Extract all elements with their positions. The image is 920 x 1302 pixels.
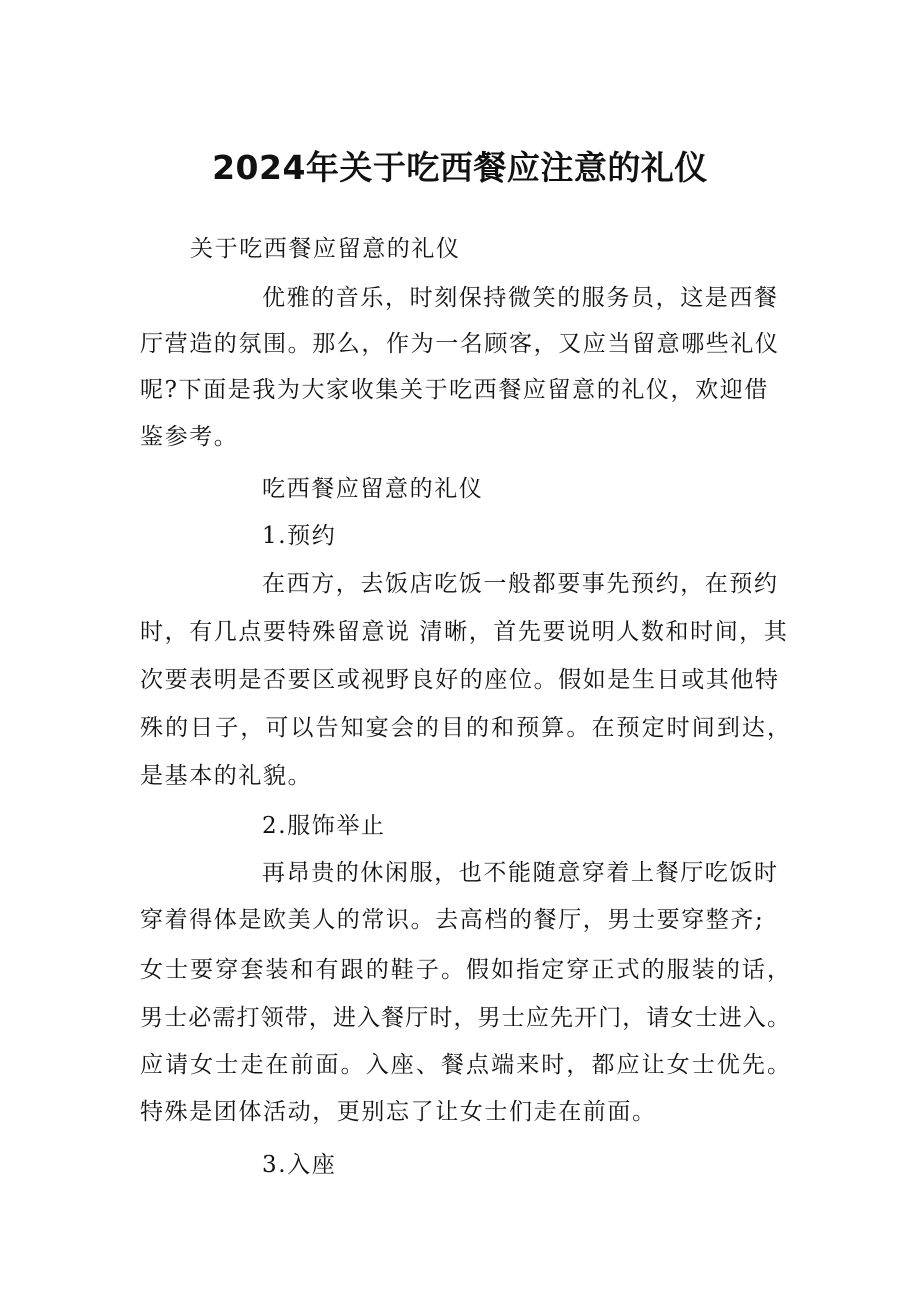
paragraph-line: 殊的日子，可以告知宴会的目的和预算。在预定时间到达， xyxy=(140,715,790,741)
paragraph-line: 是基本的礼貌。 xyxy=(140,763,313,789)
intro-line: 优雅的音乐，时刻保持微笑的服务员，这是西餐 xyxy=(262,285,779,311)
section-heading: 吃西餐应留意的礼仪 xyxy=(262,476,484,502)
intro-line: 呢?下面是我为大家收集关于吃西餐应留意的礼仪，欢迎借 xyxy=(140,377,769,403)
paragraph-line: 应请女士走在前面。入座、餐点端来时，都应让女士优先。 xyxy=(140,1052,790,1078)
paragraph-line: 时，有几点要特殊留意说 清晰，首先要说明人数和时间，其 xyxy=(140,619,789,645)
paragraph-line: 再昂贵的休闲服，也不能随意穿着上餐厅吃饭时 xyxy=(262,860,779,886)
paragraph-line: 女士要穿套装和有跟的鞋子。假如指定穿正式的服装的话， xyxy=(140,957,790,983)
section-1-heading: 1.预约 xyxy=(262,523,337,549)
paragraph-line: 穿着得体是欧美人的常识。去高档的餐厅，男士要穿整齐; xyxy=(140,907,765,933)
section-3-heading: 3.入座 xyxy=(262,1152,337,1178)
section-2-heading: 2.服饰举止 xyxy=(262,813,386,839)
paragraph-line: 男士必需打领带，进入餐厅时，男士应先开门，请女士进入。 xyxy=(140,1005,790,1031)
page-title: 2024年关于吃西餐应注意的礼仪 xyxy=(212,148,708,187)
intro-line: 鉴参考。 xyxy=(140,424,239,450)
subtitle: 关于吃西餐应留意的礼仪 xyxy=(190,236,461,262)
paragraph-line: 次要表明是否要区或视野良好的座位。假如是生日或其他特 xyxy=(140,667,780,693)
paragraph-line: 特殊是团体活动，更别忘了让女士们走在前面。 xyxy=(140,1099,657,1125)
intro-line: 厅营造的氛围。那么，作为一名顾客，又应当留意哪些礼仪 xyxy=(140,331,780,357)
paragraph-line: 在西方，去饭店吃饭一般都要事先预约，在预约 xyxy=(262,571,779,597)
